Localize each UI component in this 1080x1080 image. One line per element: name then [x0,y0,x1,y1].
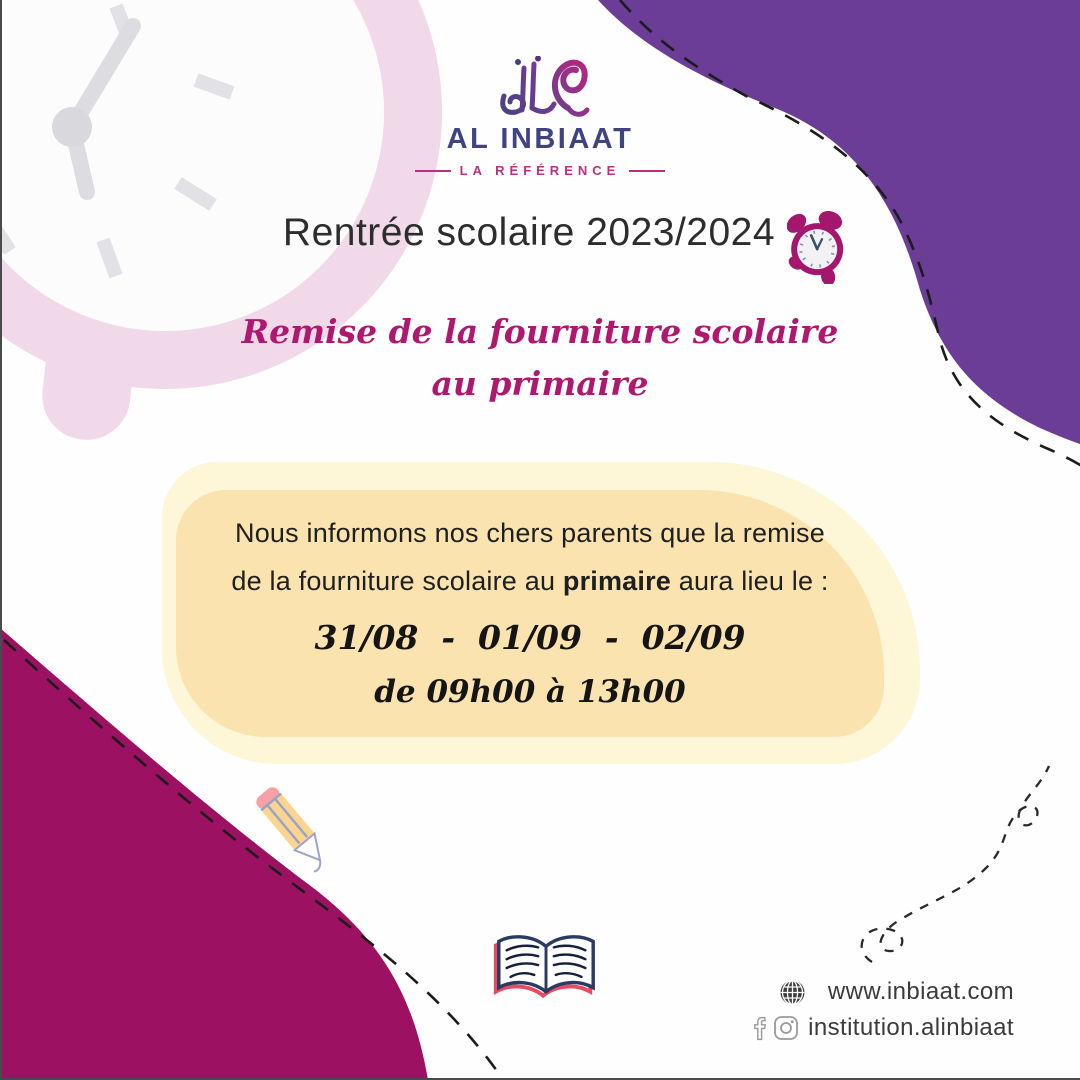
pencil-icon [243,776,343,880]
notice-line2-post: aura lieu le : [671,565,829,596]
notice-box-inner [176,490,884,737]
globe-icon [779,979,806,1006]
social-icons [751,1015,799,1042]
notice-box-outer [162,462,920,764]
logo-block [0,56,1080,178]
tagline-row [0,163,1080,178]
subtitle [0,306,1080,410]
website-url: www.inbiaat.com [827,978,1014,1005]
facebook-icon [751,1015,768,1042]
website-row [779,978,1014,1006]
tagline-dash-left [415,170,451,172]
left-edge-line [0,0,2,1080]
notice-line2-pre: de la fourniture scolaire au [231,565,563,596]
social-row [751,1014,1014,1042]
subtitle-line2: au primaire [431,364,649,404]
instagram-icon [773,1015,799,1041]
title-row [26,210,1080,284]
notice-line2 [231,566,828,597]
notice-dates: 31/08 - 01/09 - 02/09 [314,617,746,657]
notice-line1: Nous informons nos chers parents que la remise [235,517,825,548]
notice-hours: de 09h00 à 13h00 [374,673,686,710]
tagline-dash-right [629,170,665,172]
subtitle-line1: Remise de la fourniture scolaire [241,312,839,351]
social-handle: institution.alinbiaat [808,1014,1014,1041]
footer-contacts [751,978,1014,1042]
brand-name: AL INBIAAT [446,123,634,155]
brand-tagline: LA RÉFÉRENCE [459,163,621,178]
open-book-icon [487,924,605,1016]
notice-line2-bold: primaire [562,565,672,596]
poster-title: Rentrée scolaire 2023/2024 [282,211,776,254]
squiggle-dashed-line [862,766,1049,962]
calligraphy-logo-icon [490,56,590,120]
alarm-clock-icon [787,208,849,284]
